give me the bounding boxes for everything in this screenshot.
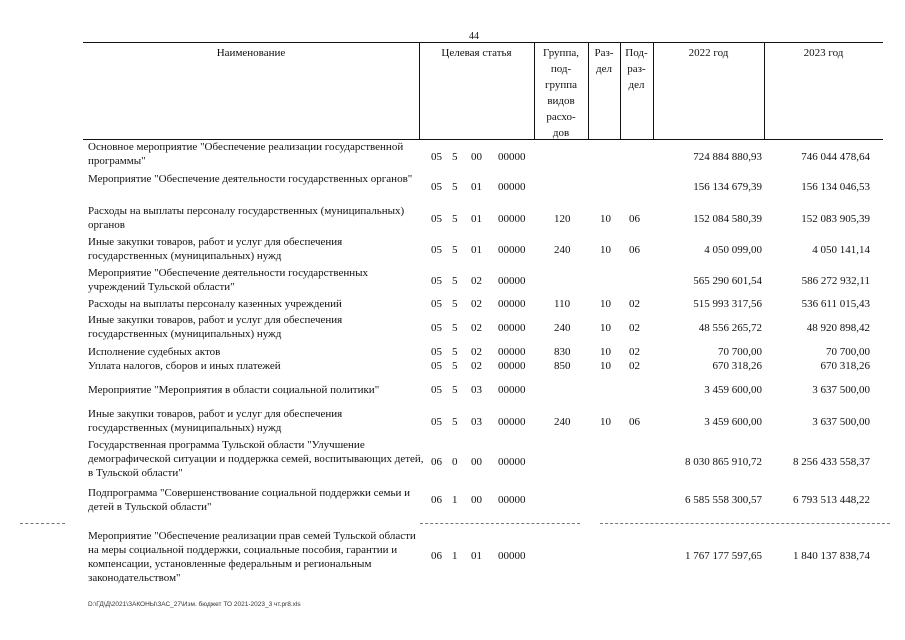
code-event: 00 — [471, 494, 482, 506]
code-subprogram: 1 — [452, 494, 458, 506]
code-program: 05 — [431, 213, 442, 225]
code-direction: 00000 — [498, 494, 526, 506]
razdel: 10 — [600, 298, 611, 310]
code-direction: 00000 — [498, 416, 526, 428]
header-group-line: дов — [552, 127, 570, 139]
podrazdel: 02 — [629, 322, 640, 334]
razdel: 10 — [600, 244, 611, 256]
value-2022: 724 884 880,93 — [693, 151, 762, 163]
code-direction: 00000 — [498, 360, 526, 372]
value-2022: 1 767 177 597,65 — [685, 550, 762, 562]
value-2022: 3 459 600,00 — [704, 384, 762, 396]
table-header — [83, 42, 883, 140]
razdel: 10 — [600, 346, 611, 358]
code-event: 01 — [471, 244, 482, 256]
header-group-line: расхо- — [546, 111, 576, 123]
value-2023: 746 044 478,64 — [801, 151, 870, 163]
cut-line — [600, 523, 890, 524]
expense-group: 240 — [554, 322, 571, 334]
razdel: 10 — [600, 416, 611, 428]
row-name: Подпрограмма "Совершенствование социальной поддержки семьи и детей в Тульской области" — [88, 487, 410, 513]
code-subprogram: 5 — [452, 322, 458, 334]
header-2023: 2023 год — [803, 47, 844, 59]
value-2022: 48 556 265,72 — [698, 322, 762, 334]
code-direction: 00000 — [498, 244, 526, 256]
code-program: 05 — [431, 384, 442, 396]
row-name: Основное мероприятие "Обеспечение реализации государственной программы" — [88, 141, 404, 167]
code-event: 01 — [471, 213, 482, 225]
row-name: Мероприятие "Обеспечение реализации прав семей Тульской области на меры социальной поддержки, социальные пособия, гарантии и компенсации, установленные федеральным и региональным законодательством" — [88, 530, 416, 584]
expense-group: 240 — [554, 244, 571, 256]
header-group — [534, 45, 588, 141]
value-2022: 3 459 600,00 — [704, 416, 762, 428]
value-2023: 48 920 898,42 — [806, 322, 870, 334]
code-program: 06 — [431, 456, 442, 468]
value-2023: 1 840 137 838,74 — [793, 550, 870, 562]
code-program: 05 — [431, 298, 442, 310]
header-2022: 2022 год — [688, 47, 729, 59]
podrazdel: 02 — [629, 360, 640, 372]
code-subprogram: 5 — [452, 151, 458, 163]
code-direction: 00000 — [498, 275, 526, 287]
row-name: Иные закупки товаров, работ и услуг для обеспечения государственных (муниципальных) нужд — [88, 408, 343, 434]
expense-group: 850 — [554, 360, 571, 372]
value-2023: 3 637 500,00 — [812, 384, 870, 396]
header-group-line: Группа, — [543, 47, 579, 59]
code-subprogram: 5 — [452, 298, 458, 310]
code-event: 02 — [471, 360, 482, 372]
code-subprogram: 5 — [452, 181, 458, 193]
code-subprogram: 5 — [452, 213, 458, 225]
header-razdel-line: дел — [596, 63, 612, 75]
code-program: 06 — [431, 494, 442, 506]
podrazdel: 02 — [629, 346, 640, 358]
code-subprogram: 5 — [452, 346, 458, 358]
header-target: Целевая статья — [441, 47, 512, 59]
code-subprogram: 1 — [452, 550, 458, 562]
code-program: 05 — [431, 346, 442, 358]
value-2022: 670 318,26 — [712, 360, 762, 372]
code-program: 05 — [431, 416, 442, 428]
value-2023: 6 793 513 448,22 — [793, 494, 870, 506]
code-event: 02 — [471, 346, 482, 358]
code-program: 05 — [431, 244, 442, 256]
value-2022: 70 700,00 — [718, 346, 762, 358]
code-program: 05 — [431, 275, 442, 287]
expense-group: 240 — [554, 416, 571, 428]
row-name: Уплата налогов, сборов и иных платежей — [88, 360, 281, 372]
code-subprogram: 5 — [452, 416, 458, 428]
code-subprogram: 5 — [452, 244, 458, 256]
razdel: 10 — [600, 213, 611, 225]
value-2022: 6 585 558 300,57 — [685, 494, 762, 506]
row-name: Расходы на выплаты персоналу государственных (муниципальных) органов — [88, 205, 405, 231]
code-event: 01 — [471, 550, 482, 562]
value-2023: 4 050 141,14 — [812, 244, 870, 256]
code-event: 00 — [471, 456, 482, 468]
page-number: 44 — [469, 31, 479, 42]
code-event: 00 — [471, 151, 482, 163]
header-group-line: видов — [547, 95, 575, 107]
code-event: 03 — [471, 384, 482, 396]
header-name: Наименование — [216, 47, 286, 59]
code-event: 02 — [471, 298, 482, 310]
code-event: 03 — [471, 416, 482, 428]
code-direction: 00000 — [498, 151, 526, 163]
row-name: Иные закупки товаров, работ и услуг для обеспечения государственных (муниципальных) нужд — [88, 314, 343, 340]
code-subprogram: 5 — [452, 384, 458, 396]
header-podrazdel-line: раз- — [627, 63, 646, 75]
value-2023: 670 318,26 — [820, 360, 870, 372]
expense-group: 110 — [554, 298, 571, 310]
value-2023: 156 134 046,53 — [801, 181, 870, 193]
code-program: 05 — [431, 181, 442, 193]
value-2022: 156 134 679,39 — [693, 181, 762, 193]
podrazdel: 06 — [629, 416, 640, 428]
razdel: 10 — [600, 360, 611, 372]
value-2022: 4 050 099,00 — [704, 244, 762, 256]
code-program: 06 — [431, 550, 442, 562]
value-2023: 8 256 433 558,37 — [793, 456, 870, 468]
row-name: Мероприятие "Обеспечение деятельности государственных органов" — [88, 173, 413, 185]
code-subprogram: 0 — [452, 456, 458, 468]
row-name: Расходы на выплаты персоналу казенных учреждений — [88, 298, 342, 310]
podrazdel: 06 — [629, 244, 640, 256]
code-program: 05 — [431, 151, 442, 163]
podrazdel: 06 — [629, 213, 640, 225]
value-2022: 152 084 580,39 — [693, 213, 762, 225]
podrazdel: 02 — [629, 298, 640, 310]
code-direction: 00000 — [498, 213, 526, 225]
row-name: Мероприятие "Обеспечение деятельности государственных учреждений Тульской области" — [88, 267, 369, 293]
value-2023: 3 637 500,00 — [812, 416, 870, 428]
value-2022: 565 290 601,54 — [693, 275, 762, 287]
code-direction: 00000 — [498, 181, 526, 193]
cut-line — [420, 523, 580, 524]
code-event: 02 — [471, 322, 482, 334]
header-podrazdel-line: Под- — [625, 47, 648, 59]
code-event: 01 — [471, 181, 482, 193]
value-2023: 536 611 015,43 — [801, 298, 870, 310]
header-group-line: под- — [550, 63, 572, 75]
row-name: Мероприятие "Мероприятия в области социальной политики" — [88, 384, 380, 396]
row-name: Исполнение судебных актов — [88, 346, 221, 358]
row-name: Государственная программа Тульской области "Улучшение демографической ситуации и поддержка семей, воспитывающих детей, в Тульской области" — [88, 439, 424, 479]
header-razdel-line: Раз- — [594, 47, 614, 59]
code-direction: 00000 — [498, 322, 526, 334]
code-direction: 00000 — [498, 456, 526, 468]
header-podrazdel-line: дел — [628, 79, 645, 91]
file-path-footer: D:\ГД\Д\2021\ЗАКОНЫ\ЗАС_27\Изм. бюджет ТО 2021-2023_3 чт.pr8.xls — [88, 601, 301, 608]
code-event: 02 — [471, 275, 482, 287]
expense-group: 120 — [554, 213, 571, 225]
value-2023: 586 272 932,11 — [801, 275, 870, 287]
code-direction: 00000 — [498, 550, 526, 562]
code-program: 05 — [431, 360, 442, 372]
razdel: 10 — [600, 322, 611, 334]
code-direction: 00000 — [498, 384, 526, 396]
expense-group: 830 — [554, 346, 571, 358]
code-direction: 00000 — [498, 298, 526, 310]
value-2022: 515 993 317,56 — [693, 298, 762, 310]
code-program: 05 — [431, 322, 442, 334]
code-subprogram: 5 — [452, 275, 458, 287]
header-razdel — [588, 45, 620, 77]
header-podrazdel — [620, 45, 653, 93]
cut-line — [20, 523, 65, 524]
row-name: Иные закупки товаров, работ и услуг для обеспечения государственных (муниципальных) нужд — [88, 236, 343, 262]
value-2022: 8 030 865 910,72 — [685, 456, 762, 468]
code-direction: 00000 — [498, 346, 526, 358]
header-group-line: группа — [544, 79, 578, 91]
value-2023: 152 083 905,39 — [801, 213, 870, 225]
code-subprogram: 5 — [452, 360, 458, 372]
value-2023: 70 700,00 — [826, 346, 870, 358]
